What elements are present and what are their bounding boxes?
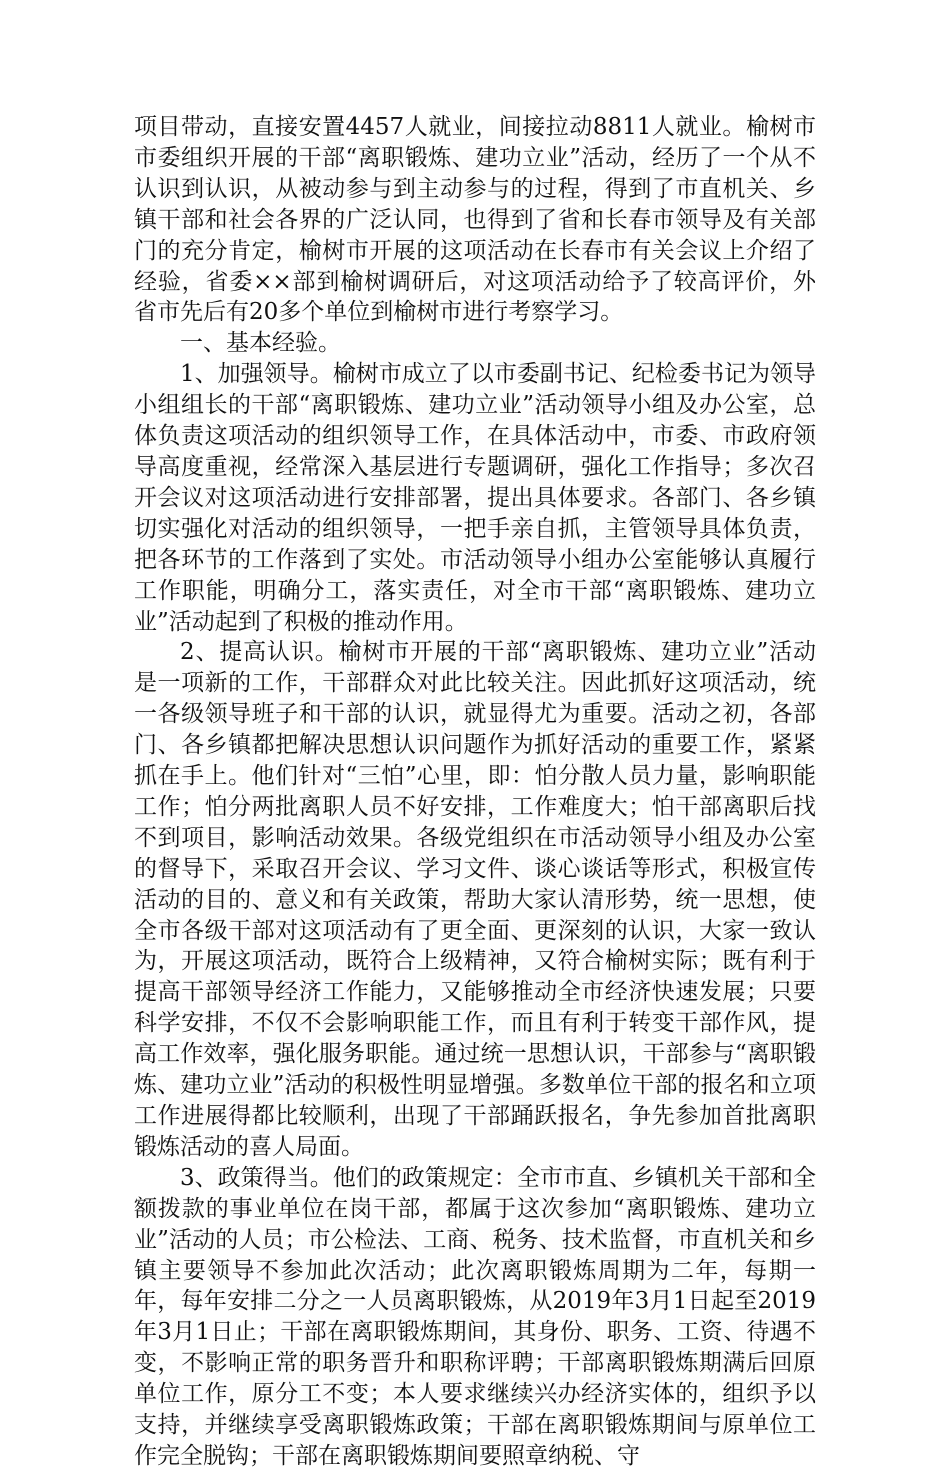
paragraph-intro: 项目带动，直接安置4457人就业，间接拉动8811人就业。榆树市市委组织开展的干部“离职锻炼、建功立业”活动，经历了一个从不认识到认识，从被动参与到主动参与的过程，得到了市直机关、乡镇干部和社会各界的广泛认同，也得到了省和长春市领导及有关部门的充分肯定，榆树市开展的这项活动在长春市有关会议上介绍了经验，省委××部到榆树调研后，对这项活动给予了较高评价，外省市先后有20多个单位到榆树市进行考察学习。 bbox=[134, 114, 816, 326]
section-heading-basic-experience: 一、基本经验。 bbox=[180, 330, 341, 357]
paragraph-proper-policy: 3、政策得当。他们的政策规定：全市市直、乡镇机关干部和全额拨款的事业单位在岗干部，都属于这次参加“离职锻炼、建功立业”活动的人员；市公检法、工商、税务、技术监督，市直机关和乡镇主要领导不参加此次活动；此次离职锻炼周期为二年，每期一年，每年安排二分之一人员离职锻炼，从2019年3月1日起至2019年3月1日止；干部在离职锻炼期间，其身份、职务、工资、待遇不变，不影响正常的职务晋升和职称评聘；干部离职锻炼期满后回原单位工作，原分工不变；本人要求继续兴办经济实体的，组织予以支持，并继续享受离职锻炼政策；干部在离职锻炼期间与原单位工作完全脱钩；干部在离职锻炼期间要照章纳税、守 bbox=[134, 1164, 816, 1469]
document-page bbox=[134, 112, 816, 1472]
paragraph-raise-awareness: 2、提高认识。榆树市开展的干部“离职锻炼、建功立业”活动是一项新的工作，干部群众对此比较关注。因此抓好这项活动，统一各级领导班子和干部的认识，就显得尤为重要。活动之初，各部门、各乡镇都把解决思想认识问题作为抓好活动的重要工作，紧紧抓在手上。他们针对“三怕”心里，即：怕分散人员力量，影响职能工作；怕分两批离职人员不好安排，工作难度大；怕干部离职后找不到项目，影响活动效果。各级党组织在市活动领导小组及办公室的督导下，采取召开会议、学习文件、谈心谈话等形式，积极宣传活动的目的、意义和有关政策，帮助大家认清形势，统一思想，使全市各级干部对这项活动有了更全面、更深刻的认识，大家一致认为，开展这项活动，既符合上级精神，又符合榆树实际；既有利于提高干部领导经济工作能力，又能够推动全市经济快速发展；只要科学安排，不仅不会影响职能工作，而且有利于转变干部作风，提高工作效率，强化服务职能。通过统一思想认识，干部参与“离职锻炼、建功立业”活动的积极性明显增强。多数单位干部的报名和立项工作进展得都比较顺利，出现了干部踊跃报名，争先参加首批离职锻炼活动的喜人局面。 bbox=[134, 639, 816, 1160]
paragraph-strengthen-leadership: 1、加强领导。榆树市成立了以市委副书记、纪检委书记为领导小组组长的干部“离职锻炼、建功立业”活动领导小组及办公室，总体负责这项活动的组织领导工作，在具体活动中，市委、市政府领导高度重视，经常深入基层进行专题调研，强化工作指导；多次召开会议对这项活动进行安排部署，提出具体要求。各部门、各乡镇切实强化对活动的组织领导，一把手亲自抓，主管领导具体负责，把各环节的工作落到了实处。市活动领导小组办公室能够认真履行工作职能，明确分工，落实责任，对全市干部“离职锻炼、建功立业”活动起到了积极的推动作用。 bbox=[134, 361, 816, 635]
